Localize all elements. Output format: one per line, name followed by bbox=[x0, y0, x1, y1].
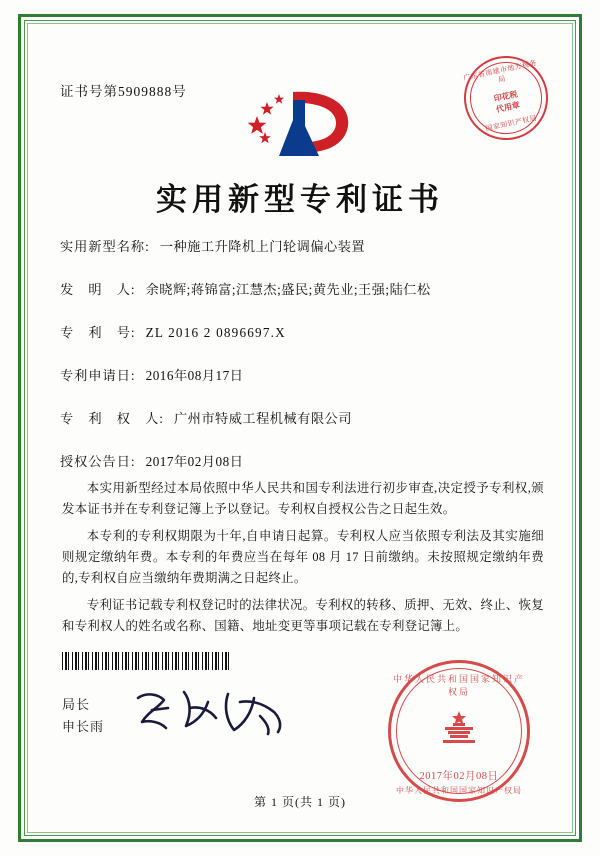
field-value: 2016年08月17日 bbox=[145, 368, 244, 383]
tax-stamp-arc-text: 广东省南雄市地方税务局 bbox=[462, 58, 538, 85]
field-row-patent-number bbox=[60, 322, 544, 341]
field-value: 一种施工升降机上门轮调偏心装置 bbox=[159, 239, 366, 254]
official-seal-top-text: 中华人民共和国国家知识产权局 bbox=[392, 674, 525, 697]
director-name-label: 申长雨 bbox=[62, 719, 105, 734]
field-row-utility-model-name bbox=[60, 236, 544, 255]
official-red-seal bbox=[388, 660, 530, 802]
legal-body-text bbox=[62, 478, 544, 643]
field-value: 2017年02月08日 bbox=[145, 454, 244, 469]
barcode bbox=[62, 652, 230, 670]
field-label: 专 利 权 人: bbox=[60, 411, 164, 426]
tax-stamp-mid-text: 印花税 代用章 bbox=[493, 89, 521, 115]
page-title: 实用新型专利证书 bbox=[156, 182, 444, 218]
official-seal-bottom-text: 中华人民共和国国家知识产权局 bbox=[396, 786, 522, 795]
field-row-patentee bbox=[60, 408, 544, 427]
field-label: 发 明 人: bbox=[60, 282, 136, 297]
legal-paragraph: 本实用新型经过本局依照中华人民共和国专利法进行初步审查,决定授予专利权,颁发本证书并在专利登记簿上予以登记。专利权自授权公告之日起生效。 bbox=[62, 481, 544, 516]
field-label: 专 利 号: bbox=[60, 325, 136, 340]
field-value: 广州市特威工程机械有限公司 bbox=[173, 411, 352, 426]
field-label: 实用新型名称: bbox=[60, 239, 150, 254]
field-row-grant-date bbox=[60, 451, 544, 470]
handwritten-signature-icon bbox=[128, 682, 298, 742]
field-row-application-date bbox=[60, 365, 544, 384]
tax-stamp-seal bbox=[456, 48, 556, 148]
legal-paragraph: 专利证书记载专利权登记时的法律状况。专利权的转移、质押、无效、终止、恢复和专利权人的姓名或名称、国籍、地址变更等事项记载在专利登记簿上。 bbox=[62, 598, 544, 633]
field-label: 专利申请日: bbox=[60, 368, 136, 383]
certificate-number: 证书号第5909888号 bbox=[60, 84, 187, 99]
patent-fields bbox=[60, 236, 544, 494]
field-label: 授权公告日: bbox=[60, 454, 136, 469]
national-emblem-icon bbox=[433, 711, 485, 747]
field-value: 余晓辉;蒋锦富;江慧杰;盛民;黄先业;王强;陆仁松 bbox=[145, 282, 431, 297]
official-seal-date: 2017年02月08日 bbox=[419, 771, 499, 782]
director-title-label: 局长 bbox=[62, 697, 91, 712]
signature-block bbox=[62, 694, 104, 738]
field-row-inventors bbox=[60, 279, 544, 298]
certificate-content bbox=[46, 44, 554, 816]
field-value: ZL 2016 2 0896697.X bbox=[145, 325, 286, 340]
legal-paragraph: 本专利的专利权期限为十年,自申请日起算。专利权人应当依照专利法及其实施细则规定缴纳年费。本专利的年费应当在每年 08 月 17 日前缴纳。未按照规定缴纳年费的,专利权自应当缴纳年费期满之日起终止。 bbox=[62, 529, 544, 585]
page-footer: 第 1 页(共 1 页) bbox=[254, 795, 346, 809]
sipo-logo-icon bbox=[235, 82, 365, 168]
tax-stamp-bottom-text: 国家知识产权局 bbox=[484, 114, 538, 133]
